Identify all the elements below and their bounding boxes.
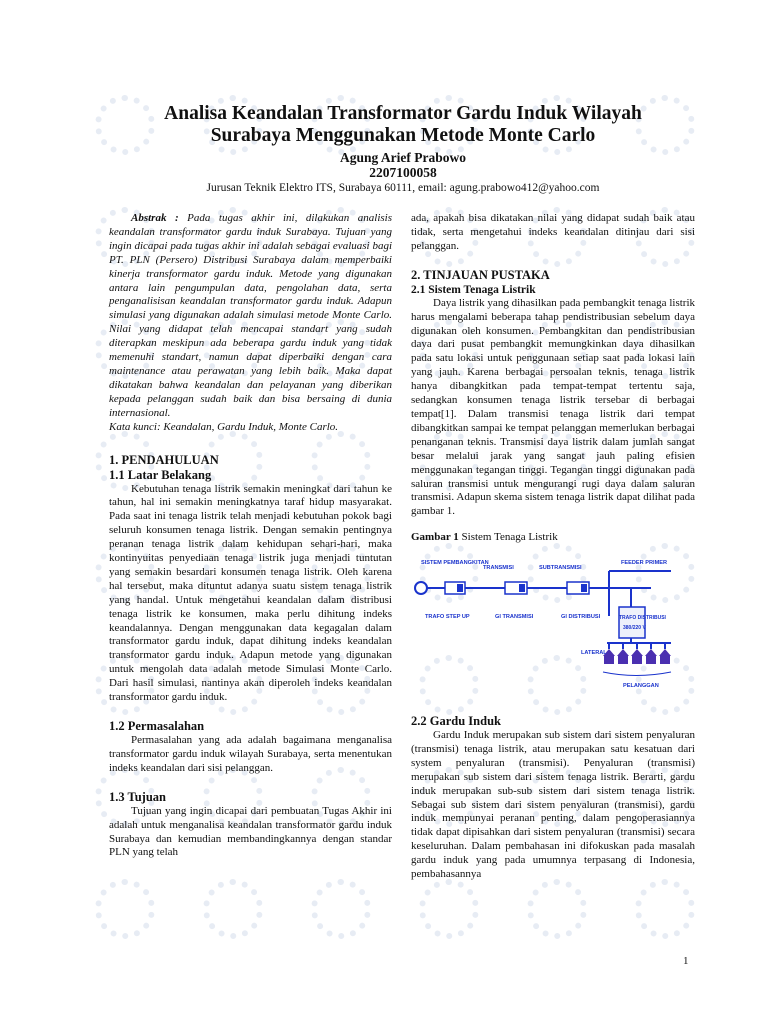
watermark-logo — [527, 879, 587, 939]
watermark-logo — [635, 879, 695, 939]
left-column — [109, 212, 392, 860]
watermark-logo — [311, 879, 371, 939]
title-line-2: Surabaya Menggunakan Metode Monte Carlo — [210, 125, 596, 146]
affiliation: Jurusan Teknik Elektro ITS, Surabaya 60111, email: agung.prabowo412@yahoo.com — [206, 182, 600, 194]
paper-title — [108, 103, 698, 147]
label-gi-transmisi: GI TRANSMISI — [495, 614, 534, 621]
subsection-2-2-text: Gardu Induk merupakan sub sistem dari sistem penyaluran (transmisi) tenaga listrik, atau merupakan satu kesatuan dari system penyaluran (transmisi). Penyaluran (transmisi) merupakan sub sistem dari sistem tenaga listrik. Berarti, gardu induk merupakan sub-sub sistem dari sistem tenaga listrik. Sebagai sub sistem dari sistem penyaluran (transmisi), gardu induk mempunyai peranan penting, dalam pengoperasiannya tidak dapat dipisahkan dari sistem penyaluran (transmisi) secara keseluruhan. Dalam pembahasan ini difokuskan pada masalah gardu induk yang pada umumnya terpasang di Indonesia, pembahasannya — [411, 729, 695, 881]
right-column — [411, 212, 695, 882]
label-transmisi: TRANSMISI — [483, 565, 514, 572]
watermark-logo — [203, 879, 263, 939]
label-pembangkit: SISTEM PEMBANGKITAN — [421, 560, 489, 567]
abstract — [109, 212, 392, 421]
subsection-2-1-heading: 2.1 Sistem Tenaga Listrik — [411, 283, 536, 296]
generator-symbol — [415, 582, 427, 594]
figure-title: Sistem Tenaga Listrik — [461, 531, 558, 544]
continuation-text: ada, apakah bisa dikatakan nilai yang didapat sudah baik atau tidak, serta mengetahui indeks keandalan ditinjau dari sisi pelanggan. — [411, 212, 695, 252]
label-voltage: 380/220 V — [623, 625, 646, 632]
figure-caption — [411, 531, 695, 545]
label-gi-distribusi: GI DISTRIBUSI — [561, 614, 601, 621]
label-trafo-distribusi: TRAFO DISTRIBUSI — [619, 615, 666, 622]
label-trafo-step-up: TRAFO STEP UP — [425, 614, 470, 621]
trafo-distribusi-box — [619, 607, 645, 638]
label-pelanggan: PELANGGAN — [623, 683, 659, 690]
student-id: 2207100058 — [369, 165, 437, 180]
subsection-2-1-text: Daya listrik yang dihasilkan pada pembangkit tenaga listrik harus mengalami beberapa tahap pendistribusian sebelum daya digunakan oleh konsumen. Pembangkitan dan pendistribusian daya dari pusat pembangkit memungkinkan daya dihasilkan pada satu lokasi untuk penggunaan setiap saat pada lokasi lain yang jauh. Karena berbagai persoalan teknis, tenaga listrik hanya dibangkitkan pada tempat-tempat tertentu saja, sedangkan konsumen tenaga listrik tersebar di berbagai tempat[1]. Dalam transmisi tenaga listrik dari tempat dibangkitkan sampai ke tempat pelanggan memerlukan berbagai penanganan teknis. Transmisi daya listrik dalam jumlah sangat besar melalui jarak yang sangat jauh paling efisien menggunakan tegangan tinggi. Tegangan tinggi digunakan pada saluran transmisi untuk mengurangi rugi daya dalam saluran transmisi. Adapun skema sistem tenaga listrik dapat dilihat pada gambar 1. — [411, 296, 695, 518]
keywords: Kata kunci: Keandalan, Gardu Induk, Monte Carlo. — [109, 420, 339, 433]
label-lateral: LATERAL — [581, 650, 607, 657]
subsection-1-1-text: Kebutuhan tenaga listrik semakin meningkat dari tahun ke tahun, hal ini semakin meningkatnya taraf hidup masyarakat. Pada saat ini tenaga listrik telah menjadi kebutuhan pokok bagi seluruh konsumen tenaga listrik. Dengan semakin pentingnya peranan tenaga listrik dalam kehidupan sehari-hari, maka kontinyuitas penyediaan tenaga listrik juga menjadi tuntutan yang semakin besardari konsumen tenaga listrik. Oleh karena hal tersebut, maka dituntut adanya suatu sistem tenaga listrik yang handal. Untuk mengetahui keandalan dalam distribusi tenaga listrik ke konsumen, maka perlu dihitung indeks keandalannya. Dengan menggunakan data kegagalan dalam transformator gardu induk, dapat dihitung indeks keandalan transformator gardu induk. Adapun metode yang digunakan untuk mengolah data adalah metode Simulasi Monte Carlo. Dari hasil simulasi, nantinya akan diperoleh indeks keandalan transformator gardu induk. — [109, 482, 392, 704]
page-number: 1 — [683, 955, 689, 967]
author-name: Agung Arief Prabowo — [340, 150, 466, 165]
customer-houses — [603, 649, 671, 664]
subsection-2-2-heading: 2.2 Gardu Induk — [411, 714, 501, 729]
abstract-label: Abstrak : — [131, 212, 179, 224]
watermark-logo — [419, 879, 479, 939]
power-system-diagram — [411, 551, 691, 701]
label-subtransmisi: SUBTRANSMISI — [539, 565, 582, 572]
pelanggan-brace — [603, 672, 671, 676]
abstract-text: Pada tugas akhir ini, dilakukan analisis keandalan transformator gardu induk Surabaya. Tujuan yang ingin dicapai pada tugas akhir ini adalah sebagai evaluasi bagi PT. PLN (Persero) Distribusi Surabaya dalam memperbaiki kinerja transformator gardu induk. Metode yang digunakan antara lain pengumpulan data, pengolahan data, serta penganalisisan keandalan transformator gardu induk. Adapun simulasi yang digunakan adalah simulasi metode Monte Carlo. Nilai yang didapat telah mencapai standart yang sudah diterapkan meskipun ada beberapa gardu induk yang tidak memenuhi standart, namun dapat diperbaiki dengan cara maintenance atau perawatan yang lebih baik. Maka dapat dikatakan bahwa keandalan dan pelayanan yang diberikan kepada pelanggan sudah baik dan bisa bersaing di dunia internasional. — [109, 212, 393, 419]
subsection-1-2-heading: 1.2 Permasalahan — [109, 719, 205, 733]
figure-label: Gambar 1 — [411, 531, 459, 544]
section-2-heading: 2. TINJAUAN PUSTAKA — [411, 267, 550, 282]
section-1-heading: 1. PENDAHULUAN — [109, 452, 219, 467]
subsection-1-1-heading: 1.1 Latar Belakang — [109, 467, 212, 482]
subsection-1-3-heading: 1.3 Tujuan — [109, 789, 166, 804]
label-feeder: FEEDER PRIMER — [621, 560, 667, 567]
subsection-1-2-text: Permasalahan yang ada adalah bagaimana menganalisa transformator gardu induk wilayah Surabaya, serta menentukan indeks keandalan dari sisi pelanggan. — [109, 734, 392, 774]
title-line-1: Analisa Keandalan Transformator Gardu Induk Wilayah — [164, 103, 642, 124]
subsection-1-3-text: Tujuan yang ingin dicapai dari pembuatan Tugas Akhir ini adalah untuk menganalisa keandalan transformator gardu induk Surabaya dan kemudian membandingkannya dengan standar PLN yang telah — [109, 804, 392, 859]
watermark-logo — [95, 879, 155, 939]
